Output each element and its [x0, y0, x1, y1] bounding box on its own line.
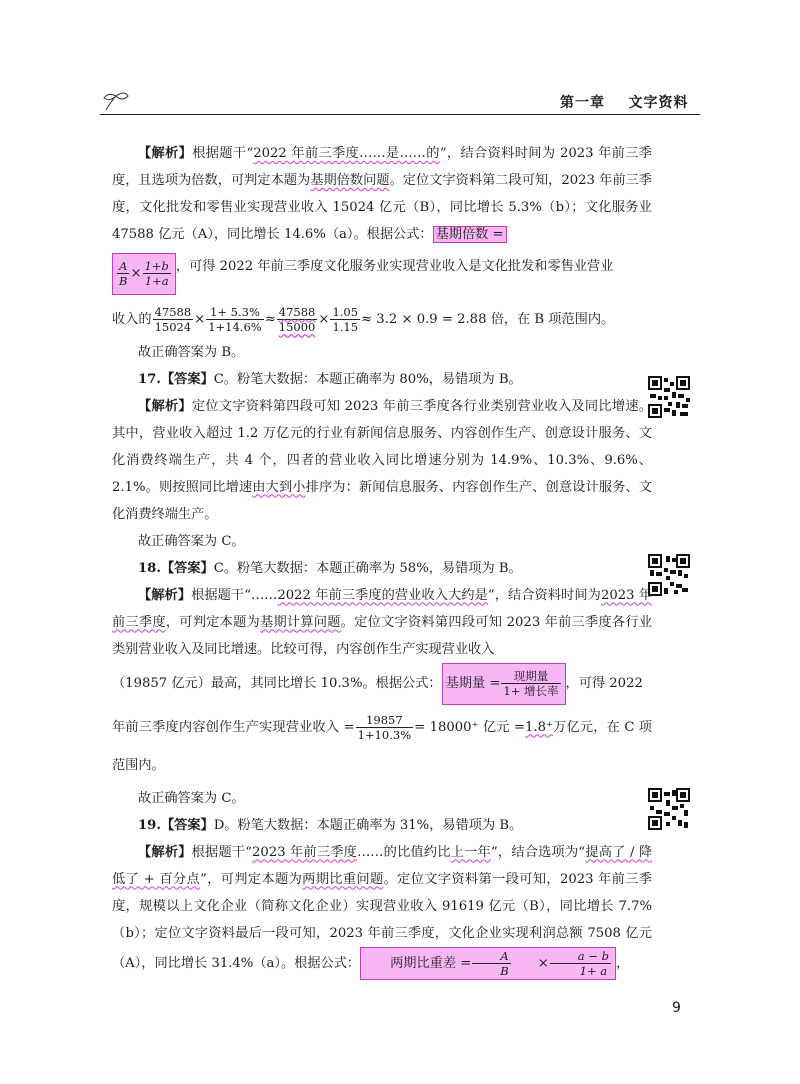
- fraction: [330, 305, 360, 334]
- fraction: [153, 305, 194, 334]
- text: ，可判定本题为: [165, 614, 261, 630]
- formula-highlight-box: [112, 253, 176, 295]
- text: 根据题干“……: [191, 587, 278, 603]
- numerator: A: [472, 949, 510, 964]
- qr-code-icon[interactable]: [648, 554, 690, 596]
- denominator: 15000: [278, 319, 316, 334]
- analysis-label: 【解析】: [138, 398, 192, 414]
- text: 。定位文字资料第二段可知，2023 年前三季度，文化批发和零售业实现营业收入 15024 亿元（B），同比增长 5.3%（b）；文化服务业 47588 亿元（A），同比增长 14.6%（a）。根据公式：: [112, 173, 652, 242]
- q19-analysis: [112, 839, 652, 980]
- answer-label: 18.【答案】: [138, 560, 214, 576]
- text: ≈ 3.2 × 0.9 = 2.88 倍，在 B 项范围内。: [361, 311, 615, 327]
- analysis-label: 【解析】: [138, 844, 192, 860]
- denominator: 1.15: [332, 319, 359, 334]
- formula-highlight-box: [442, 663, 566, 705]
- paragraph-16-analysis: [112, 140, 652, 248]
- text: 定位文字资料第四段可知 2023 年前三季度各行业类别营业收入及同比增速。其中，营业收入超过 1.2 万亿元的行业有新闻信息服务、内容创作生产、创意设计服务、文化消费终端生产，共 4 个，四者的营业收入同比增速分别为 14.9%、10.3%、9.6%、2.1%。则按照同比增速: [112, 398, 652, 495]
- text: 。定位文字资料第一段可知，2023 年前三季度，规模以上文化企业（简称文化企业）实现营业收入 91619 亿元（B），同比增长 7.7%（b）；定位文字资料最后一段可知，2023 年前三季度，文化企业实现利润总额 7508 亿元（A），同比增长 31.4%（a）。根据公式：: [112, 871, 652, 971]
- text: ，可得 2022: [565, 675, 643, 691]
- wavy-emphasis: 两期比重问题: [302, 871, 384, 887]
- text: C。粉笔大数据：本题正确率为 80%，易错项为 B。: [213, 371, 522, 387]
- text: 收入的: [112, 311, 152, 327]
- numerator: a − b: [550, 949, 611, 964]
- analysis-label: 【解析】: [138, 146, 193, 161]
- wavy-emphasis: 基期计算问题: [260, 614, 341, 630]
- denominator: 1+a: [144, 274, 169, 288]
- text: 。定位文字资料第四段可知 2023 年前三季度各行业类别营业收入及同比增速。比较可得，内容创作生产实现营业收入: [112, 614, 653, 657]
- text: 排序为：新闻信息服务、内容创作生产、创意设计服务、文化消费终端生产。: [112, 479, 653, 522]
- wavy-emphasis: 由大到小: [252, 479, 306, 495]
- text: 基期量 =: [445, 675, 501, 691]
- wavy-emphasis: 2022 年前三季度……是……的: [253, 146, 440, 161]
- chapter-title: 第一章 文字资料: [560, 95, 689, 111]
- denominator: B: [500, 963, 509, 978]
- qr-code-icon[interactable]: [648, 788, 690, 830]
- answer-18: 故正确答案为 C。: [138, 790, 245, 806]
- wavy-emphasis: 2023 年前三季度: [252, 844, 358, 860]
- numerator: 1+b: [144, 259, 169, 273]
- text: C。粉笔大数据：本题正确率为 58%，易错项为 B。: [213, 560, 522, 576]
- numerator: 47588: [278, 304, 316, 319]
- q17-analysis: [112, 393, 652, 528]
- answer-16: 故正确答案为 B。: [138, 344, 245, 360]
- fraction: [356, 713, 414, 742]
- text: 万亿元，在 C 项范围内。: [112, 719, 652, 773]
- header-rule: [100, 114, 700, 115]
- fraction: [277, 305, 318, 334]
- fraction: [472, 949, 510, 978]
- denominator: 1+10.3%: [357, 727, 412, 742]
- text: ……的比值约比: [357, 844, 451, 860]
- text: ”，结合资料时间为 2023 年前三季度，且选项为倍数，可判定本题为: [112, 146, 652, 188]
- q17-answer: [112, 366, 652, 393]
- fraction: [550, 949, 611, 978]
- denominator: B: [119, 274, 128, 288]
- fraction: [143, 259, 171, 288]
- wavy-emphasis: 2022 年前三季度的营业收入大约是: [277, 587, 488, 603]
- solution-content: [112, 140, 652, 980]
- denominator: 15024: [154, 319, 192, 334]
- formula-line: [112, 663, 652, 705]
- analysis-label: 【解析】: [138, 587, 192, 603]
- formula-highlight: 基期倍数 =: [433, 226, 507, 243]
- denominator: 1+ 增长率: [503, 684, 559, 698]
- numerator: A: [117, 259, 129, 274]
- wavy-emphasis: 1.8⁺: [525, 719, 553, 735]
- formula-highlight-box: [360, 947, 616, 980]
- formula-line: [112, 248, 652, 295]
- text: ”，结合资料时间为: [487, 587, 601, 603]
- text: 年前三季度内容创作生产实现营业收入 =: [112, 719, 355, 735]
- q19-answer: [112, 812, 652, 839]
- answer-17: 故正确答案为 C。: [138, 533, 245, 549]
- text: 两期比重差 =: [390, 955, 472, 971]
- text: ×: [537, 955, 549, 971]
- numerator: 19857: [356, 713, 414, 728]
- text: = 18000⁺ 亿元 =: [414, 719, 526, 735]
- text: D。粉笔大数据：本题正确率为 31%，易错项为 B。: [213, 817, 523, 833]
- text: ”，可判定本题为: [200, 871, 303, 887]
- text: ”，结合选项为“: [490, 844, 586, 860]
- text: ，可得 2022 年前三季度文化服务业实现营业收入是文化批发和零售业营业: [175, 259, 614, 274]
- denominator: 1+ a: [579, 963, 608, 978]
- wavy-emphasis: 提高了 / 降低了 + 百分点: [112, 844, 653, 887]
- wavy-emphasis: 基期倍数问题: [310, 173, 390, 188]
- numerator: 现期量: [501, 669, 560, 684]
- leaf-ornament-icon: [102, 90, 130, 112]
- fraction: [117, 259, 129, 288]
- wavy-emphasis: 上一年: [450, 844, 491, 860]
- fraction: [206, 305, 264, 334]
- fraction: [501, 669, 560, 698]
- text: 根据题干“: [191, 844, 253, 860]
- text: ≈: [264, 311, 276, 327]
- text: 根据题干“: [192, 146, 254, 161]
- page-number: 9: [672, 1000, 681, 1016]
- answer-label: 17.【答案】: [138, 371, 214, 387]
- text: ，: [615, 955, 630, 971]
- qr-code-icon[interactable]: [648, 376, 690, 418]
- numerator: 1+ 5.3%: [206, 305, 264, 320]
- denominator: 1+14.6%: [208, 319, 262, 334]
- wavy-emphasis: 2023 年前三季度: [112, 587, 652, 630]
- calculation-line: 收入的 $\frac{47588}{15024}$ × $\frac{1+ 5.3\%}{1+14.6\%}$ ≈ $\frac{47588}{15000}$ × $\frac{1.05}{1.15}$ ≈ 3.2 × 0.9 = 2.88 倍，在 B 项范围内。: [112, 304, 615, 334]
- text: （19857 亿元）最高，其同比增长 10.3%。根据公式：: [112, 675, 442, 691]
- numerator: 47588: [154, 304, 192, 319]
- q18-answer: [112, 555, 652, 582]
- calculation-line: [112, 709, 652, 785]
- times-sign: ×: [130, 265, 142, 281]
- numerator: 1.05: [332, 304, 359, 319]
- q18-analysis: [112, 582, 652, 663]
- answer-label: 19.【答案】: [138, 817, 214, 833]
